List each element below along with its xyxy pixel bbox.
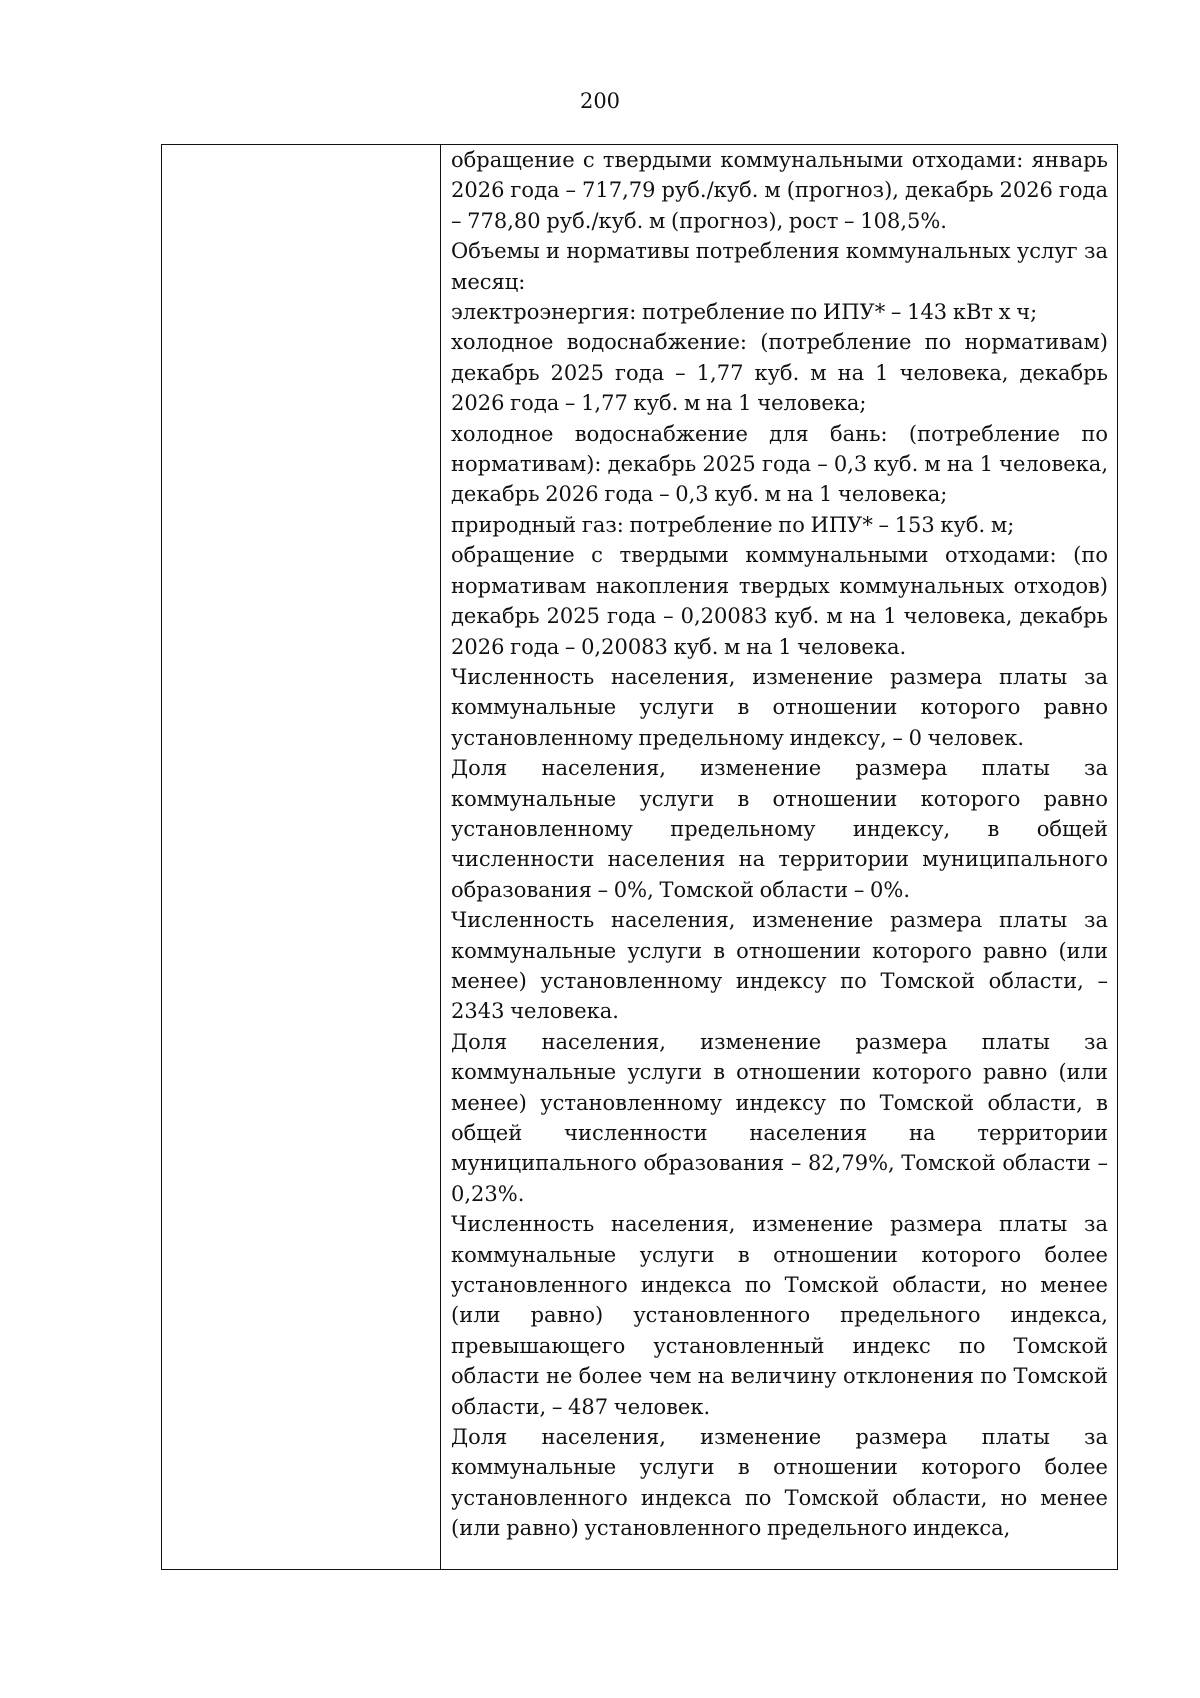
paragraph-share-equal-limit: Доля населения, изменение размера платы за коммунальные услуги в отношении которого равно установленному предельному индексу, в общей численности населения на территории муниципального образования – 0%, Томской области – 0%. — [451, 756, 1108, 902]
paragraph-share-below-index: Доля населения, изменение размера платы за коммунальные услуги в отношении которого равно (или менее) установленному индексу по Томской области, в общей численности населения на территории муниципального образования – 82,79%, Томской области – 0,23%. — [451, 1029, 1108, 1206]
document-table — [161, 144, 1118, 1570]
paragraph-population-above-index: Численность населения, изменение размера платы за коммунальные услуги в отношении которого более установленного индекса по Томской области, но менее (или равно) установленного предельного индекса, превышающего установленный индекс по Томской области не более чем на величину отклонения по Томской области, – 487 человек. — [451, 1212, 1108, 1419]
paragraph-solid-waste-norms: обращение с твердыми коммунальными отходами: (по нормативам накопления твердых коммунальных отходов) декабрь 2025 года – 0,20083 куб. м на 1 человека, декабрь 2026 года – 0,20083 куб. м на 1 человека. — [451, 543, 1108, 659]
paragraph-natural-gas: природный газ: потребление по ИПУ* – 153 куб. м; — [451, 512, 1015, 537]
paragraph-cold-water-baths: холодное водоснабжение для бань: (потребление по нормативам): декабрь 2025 года – 0,3 куб. м на 1 человека, декабрь 2026 года – 0,3 куб. м на 1 человека; — [451, 421, 1108, 507]
paragraph-share-above-index: Доля населения, изменение размера платы за коммунальные услуги в отношении которого более установленного индекса по Томской области, но менее (или равно) установленного предельного индекса, — [451, 1425, 1108, 1541]
paragraph-waste-tariff: обращение с твердыми коммунальными отходами: январь 2026 года – 717,79 руб./куб. м (прогноз), декабрь 2026 года – 778,80 руб./куб. м (прогноз), рост – 108,5%. — [451, 148, 1108, 233]
paragraph-cold-water: холодное водоснабжение: (потребление по нормативам) декабрь 2025 года – 1,77 куб. м на 1 человека, декабрь 2026 года – 1,77 куб. м на 1 человека; — [451, 330, 1108, 416]
paragraph-population-below-index: Численность населения, изменение размера платы за коммунальные услуги в отношении которого равно (или менее) установленному индексу по Томской области, – 2343 человека. — [451, 908, 1108, 1024]
paragraph-population-equal-limit: Численность населения, изменение размера платы за коммунальные услуги в отношении которого равно установленному предельному индексу, – 0 человек. — [451, 664, 1108, 750]
paragraph-electricity: электроэнергия: потребление по ИПУ* – 143 кВт х ч; — [451, 300, 1038, 325]
table-left-cell — [162, 145, 441, 1569]
page-number: 200 — [579, 89, 621, 113]
table-right-cell — [441, 145, 1117, 1569]
paragraph-volumes-heading: Объемы и нормативы потребления коммунальных услуг за месяц: — [451, 239, 1108, 294]
